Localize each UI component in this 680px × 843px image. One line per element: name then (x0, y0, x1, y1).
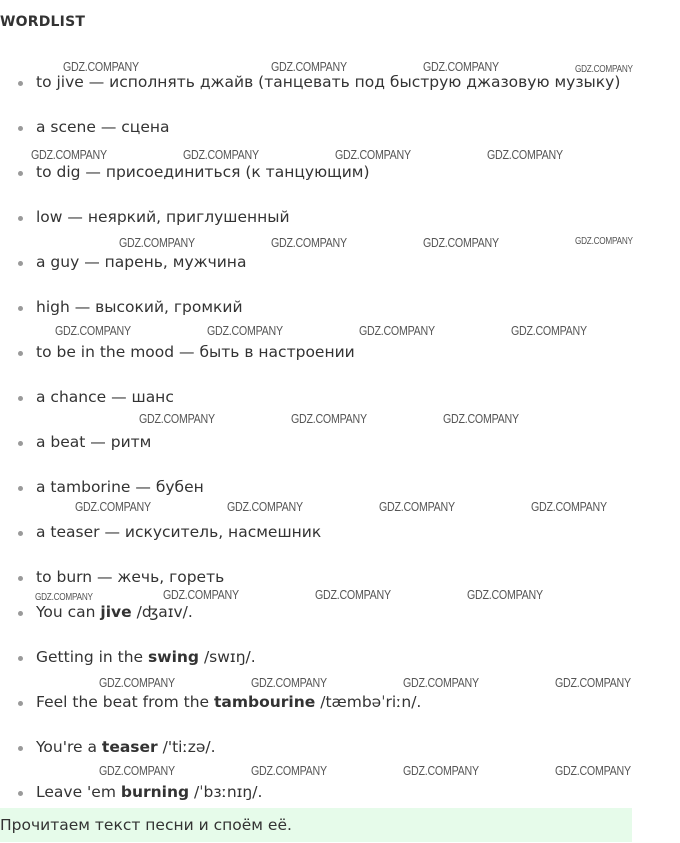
bullet-icon (18, 261, 23, 266)
watermark: GDZ.COMPANY (251, 763, 327, 778)
watermark: GDZ.COMPANY (555, 763, 631, 778)
watermark: GDZ.COMPANY (359, 323, 435, 338)
watermark: GDZ.COMPANY (55, 323, 131, 338)
list-item-text: a guy — парень, мужчина (36, 253, 247, 271)
lyric-line-text: You're a teaser /'tiːzə/. (36, 738, 216, 756)
bullet-icon (18, 81, 23, 86)
watermark: GDZ.COMPANY (315, 587, 391, 602)
watermark: GDZ.COMPANY (511, 323, 587, 338)
watermark: GDZ.COMPANY (35, 592, 93, 603)
footer-note (0, 808, 632, 842)
watermark: GDZ.COMPANY (271, 235, 347, 250)
list-item-text: a teaser — искуситель, насмешник (36, 523, 322, 541)
watermark: GDZ.COMPANY (251, 675, 327, 690)
bullet-icon (18, 306, 23, 311)
bullet-icon (18, 351, 23, 356)
bullet-icon (18, 701, 23, 706)
lyric-line-text: You can jive /ʤaɪv/. (36, 603, 193, 621)
lyric-keyword: burning (120, 783, 190, 801)
bullet-icon (18, 171, 23, 176)
list-item-text: to burn — жечь, гореть (36, 568, 225, 586)
watermark: GDZ.COMPANY (31, 147, 107, 162)
watermark: GDZ.COMPANY (403, 675, 479, 690)
bullet-icon (18, 216, 23, 221)
watermark: GDZ.COMPANY (379, 499, 455, 514)
lyric-line-text: Getting in the swing /swɪŋ/. (36, 648, 256, 666)
watermark: GDZ.COMPANY (487, 147, 563, 162)
watermark: GDZ.COMPANY (443, 411, 519, 426)
bullet-icon (18, 576, 23, 581)
watermark: GDZ.COMPANY (119, 235, 195, 250)
watermark: GDZ.COMPANY (531, 499, 607, 514)
list-item-text: low — неяркий, приглушенный (36, 208, 290, 226)
watermark: GDZ.COMPANY (63, 59, 139, 74)
lyric-keyword: tambourine (213, 693, 316, 711)
watermark: GDZ.COMPANY (423, 59, 499, 74)
watermark: GDZ.COMPANY (163, 587, 239, 602)
watermark: GDZ.COMPANY (99, 763, 175, 778)
watermark: GDZ.COMPANY (291, 411, 367, 426)
list-item-text: high — высокий, громкий (36, 298, 243, 316)
list-item-text: a chance — шанс (36, 388, 174, 406)
watermark: GDZ.COMPANY (575, 236, 633, 247)
lyric-keyword: swing (148, 648, 200, 666)
bullet-icon (18, 126, 23, 131)
list-item-text: to be in the mood — быть в настроении (36, 343, 355, 361)
watermark: GDZ.COMPANY (207, 323, 283, 338)
lyric-line-text: Feel the beat from the tambourine /tæmbəˈriːn/. (36, 693, 422, 711)
bullet-icon (18, 396, 23, 401)
watermark: GDZ.COMPANY (423, 235, 499, 250)
list-item-text: to jive — исполнять джайв (танцевать под быструю джазовую музыку) (36, 73, 621, 91)
bullet-icon (18, 746, 23, 751)
watermark: GDZ.COMPANY (99, 675, 175, 690)
list-item-text: to dig — присоединиться (к танцующим) (36, 163, 370, 181)
watermark: GDZ.COMPANY (139, 411, 215, 426)
watermark: GDZ.COMPANY (467, 587, 543, 602)
bullet-icon (18, 486, 23, 491)
footer-note-text: Прочитаем текст песни и споём её. (0, 816, 292, 834)
watermark: GDZ.COMPANY (75, 499, 151, 514)
bullet-icon (18, 441, 23, 446)
bullet-icon (18, 531, 23, 536)
watermark: GDZ.COMPANY (575, 64, 633, 75)
list-item-text: a scene — сцена (36, 118, 170, 136)
list-item-text: a tamborine — бубен (36, 478, 204, 496)
lyric-keyword: teaser (101, 738, 158, 756)
watermark: GDZ.COMPANY (403, 763, 479, 778)
watermark: GDZ.COMPANY (555, 675, 631, 690)
lyric-line-text: Leave 'em burning /ˈbɜːnɪŋ/. (36, 783, 263, 801)
bullet-icon (18, 791, 23, 796)
watermark: GDZ.COMPANY (227, 499, 303, 514)
lyric-keyword: jive (100, 603, 132, 621)
bullet-icon (18, 611, 23, 616)
watermark: GDZ.COMPANY (271, 59, 347, 74)
list-item-text: a beat — ритм (36, 433, 152, 451)
bullet-icon (18, 656, 23, 661)
watermark: GDZ.COMPANY (335, 147, 411, 162)
watermark: GDZ.COMPANY (183, 147, 259, 162)
wordlist-heading: WORDLIST (0, 14, 86, 30)
